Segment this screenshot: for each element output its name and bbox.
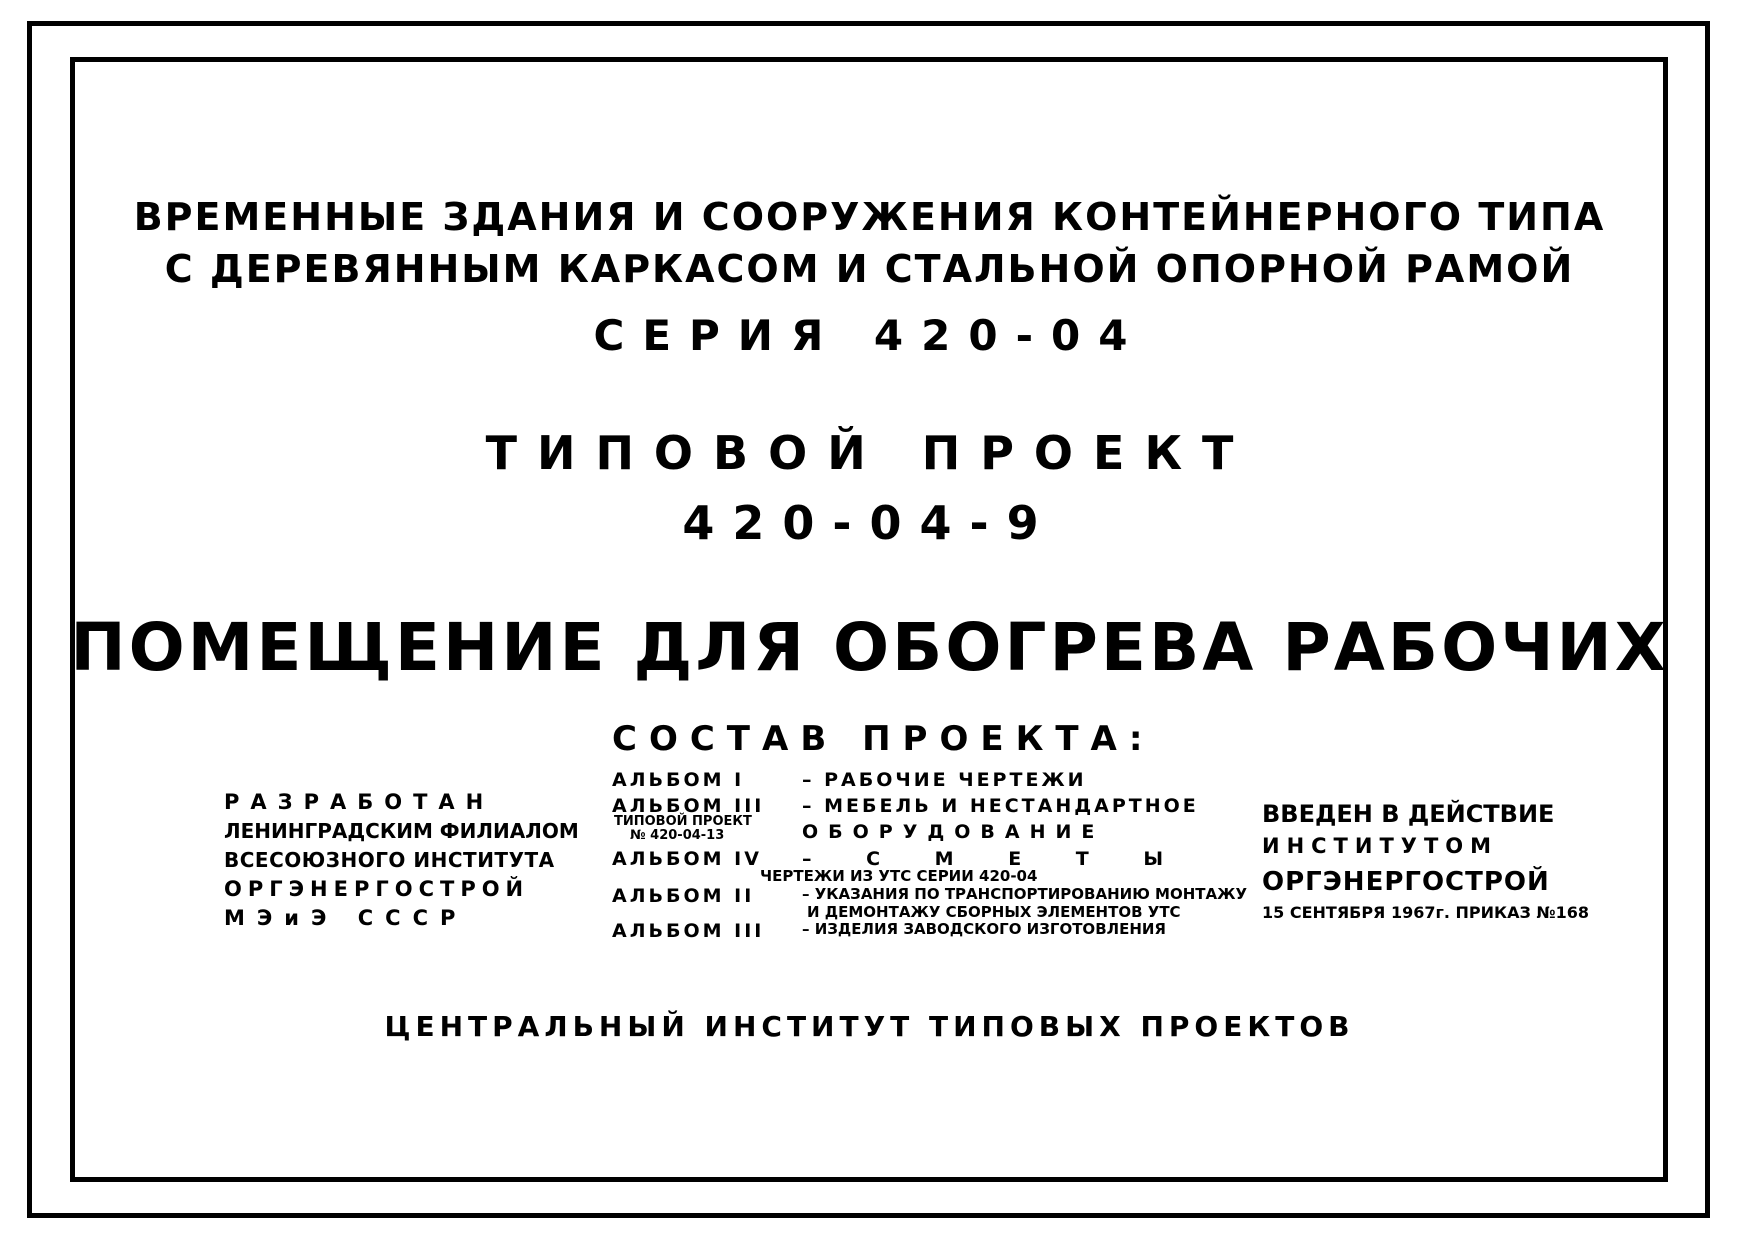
album-name: АЛЬБОМ IV bbox=[612, 848, 762, 870]
album-item bbox=[612, 885, 1248, 907]
developer-line: ВСЕСОЮЗНОГО ИНСТИТУТА bbox=[224, 848, 555, 872]
footer-institute: ЦЕНТРАЛЬНЫЙ ИНСТИТУТ ТИПОВЫХ ПРОЕКТОВ bbox=[384, 1010, 1355, 1043]
introduced-line: 15 СЕНТЯБРЯ 1967г. ПРИКАЗ №168 bbox=[1262, 903, 1590, 922]
introduced-line: ОРГЭНЕРГОСТРОЙ bbox=[1262, 867, 1550, 897]
album-item bbox=[612, 920, 1166, 942]
typical-project-note: ТИПОВОЙ ПРОЕКТ bbox=[614, 814, 752, 829]
uts-drawings-note: ЧЕРТЕЖИ ИЗ УТС СЕРИИ 420-04 bbox=[760, 867, 1038, 885]
album-name: АЛЬБОМ III bbox=[612, 795, 765, 817]
album-name: АЛЬБОМ I bbox=[612, 769, 745, 791]
introduced-line: ВВЕДЕН В ДЕЙСТВИЕ bbox=[1262, 800, 1555, 828]
main-title: ПОМЕЩЕНИЕ ДЛЯ ОБОГРЕВА РАБОЧИХ bbox=[70, 609, 1669, 686]
album-description: И ДЕМОНТАЖУ СБОРНЫХ ЭЛЕМЕНТОВ УТС bbox=[807, 903, 1181, 921]
header-title-line-1: ВРЕМЕННЫЕ ЗДАНИЯ И СООРУЖЕНИЯ КОНТЕЙНЕРНОГО ТИПА bbox=[133, 195, 1606, 239]
album-description: – ИЗДЕЛИЯ ЗАВОДСКОГО ИЗГОТОВЛЕНИЯ bbox=[802, 920, 1166, 938]
project-label: ТИПОВОЙ ПРОЕКТ bbox=[485, 426, 1254, 480]
album-description: – УКАЗАНИЯ ПО ТРАНСПОРТИРОВАНИЮ МОНТАЖУ bbox=[802, 885, 1248, 903]
album-item bbox=[612, 848, 1188, 870]
typical-project-number: № 420-04-13 bbox=[630, 828, 725, 843]
developer-line: ЛЕНИНГРАДСКИМ ФИЛИАЛОМ bbox=[224, 819, 579, 843]
album-description: – РАБОЧИЕ ЧЕРТЕЖИ bbox=[802, 769, 1087, 791]
project-number: 420-04-9 bbox=[682, 496, 1057, 550]
album-name: АЛЬБОМ III bbox=[612, 920, 765, 942]
developer-line: МЭиЭ СССР bbox=[224, 906, 468, 930]
album-description: ОБОРУДОВАНИЕ bbox=[802, 821, 1105, 843]
album-description: – С М Е Т Ы bbox=[802, 848, 1188, 870]
album-description: – МЕБЕЛЬ И НЕСТАНДАРТНОЕ bbox=[802, 795, 1199, 817]
header-title-line-2: С ДЕРЕВЯННЫМ КАРКАСОМ И СТАЛЬНОЙ ОПОРНОЙ РАМОЙ bbox=[164, 247, 1575, 291]
developer-line: ОРГЭНЕРГОСТРОЙ bbox=[224, 877, 530, 901]
developer-line: РАЗРАБОТАН bbox=[224, 790, 495, 814]
album-item bbox=[612, 769, 1087, 791]
introduced-line: ИНСТИТУТОМ bbox=[1262, 834, 1499, 858]
composition-heading: СОСТАВ ПРОЕКТА: bbox=[612, 719, 1155, 759]
album-name: АЛЬБОМ II bbox=[612, 885, 755, 907]
series-label: СЕРИЯ 420-04 bbox=[593, 311, 1146, 360]
